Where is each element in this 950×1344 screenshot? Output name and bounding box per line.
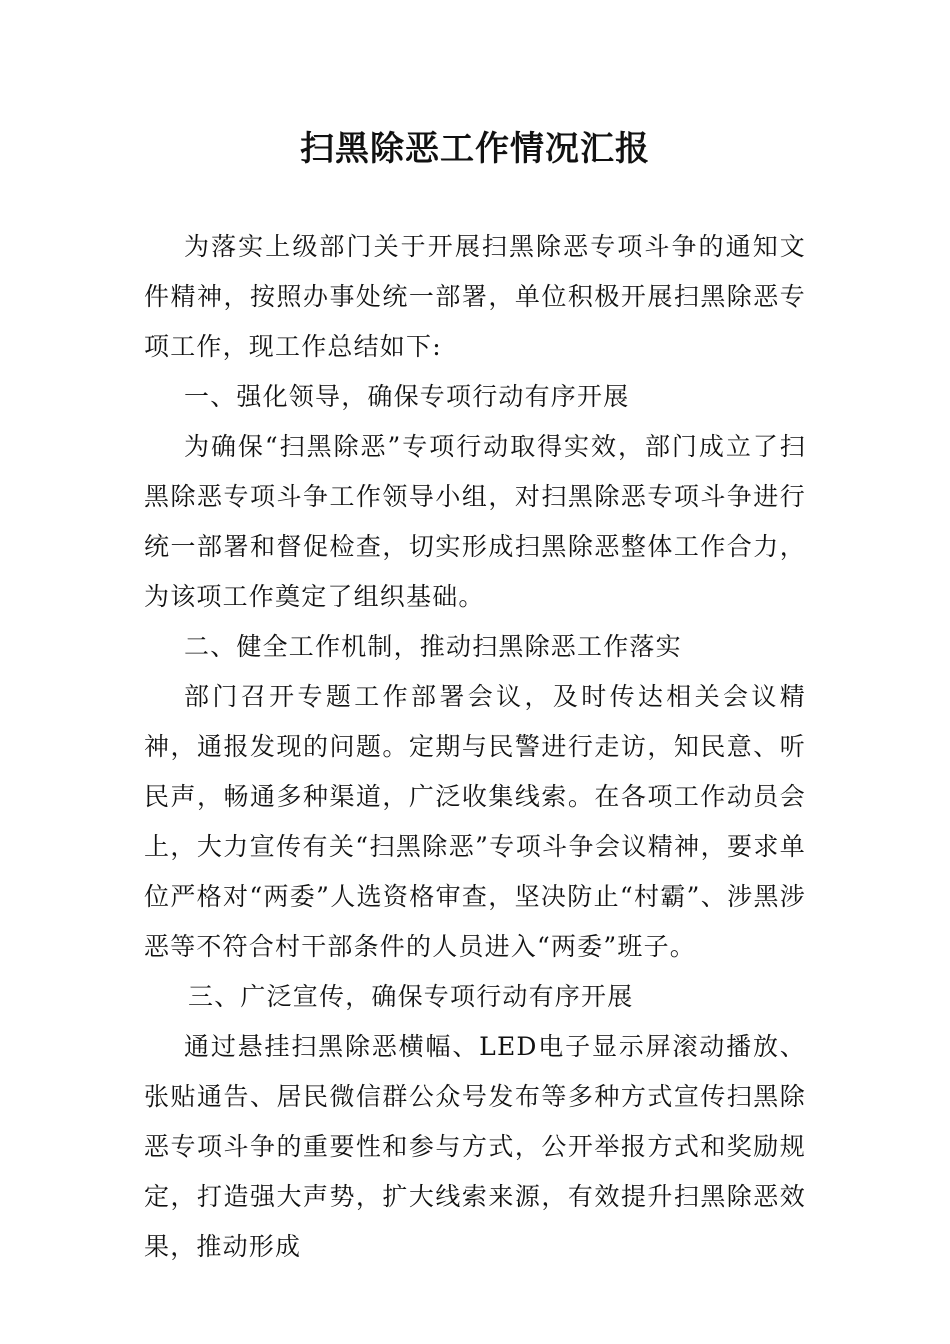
- section-heading-2: 二、健全工作机制，推动扫黑除恶工作落实: [184, 632, 682, 661]
- document-body: [144, 222, 806, 1272]
- section-paragraph-1: 为确保“扫黑除恶”专项行动取得实效，部门成立了扫黑除恶专项斗争工作领导小组，对扫黑除恶专项斗争进行统一部署和督促检查，切实形成扫黑除恶整体工作合力，为该项工作奠定了组织基础。: [144, 432, 806, 611]
- section-heading-3: 三、广泛宣传，确保专项行动有序开展: [188, 982, 634, 1011]
- section-heading-1: 一、强化领导，确保专项行动有序开展: [184, 382, 630, 411]
- section-paragraph-2: 部门召开专题工作部署会议，及时传达相关会议精神，通报发现的问题。定期与民警进行走访，知民意、听民声，畅通多种渠道，广泛收集线索。在各项工作动员会上，大力宣传有关“扫黑除恶”专项斗争会议精神，要求单位严格对“两委”人选资格审查，坚决防止“村霸”、涉黑涉恶等不符合村干部条件的人员进入“两委”班子。: [144, 682, 806, 961]
- intro-paragraph: 为落实上级部门关于开展扫黑除恶专项斗争的通知文件精神，按照办事处统一部署，单位积极开展扫黑除恶专项工作，现工作总结如下:: [144, 232, 806, 361]
- document-title: 扫黑除恶工作情况汇报: [300, 129, 650, 169]
- section-paragraph-3: 通过悬挂扫黑除恶横幅、LED电子显示屏滚动播放、张贴通告、居民微信群公众号发布等多种方式宣传扫黑除恶专项斗争的重要性和参与方式，公开举报方式和奖励规定，打造强大声势，扩大线索来源，有效提升扫黑除恶效果，推动形成: [144, 1032, 806, 1261]
